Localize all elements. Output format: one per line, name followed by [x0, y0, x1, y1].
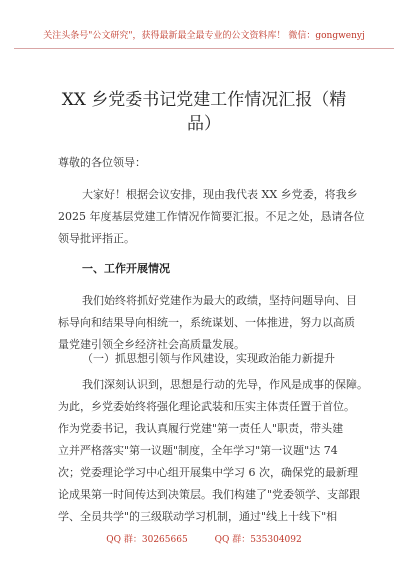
- intro-paragraph: [58, 184, 365, 250]
- document-title: [40, 88, 368, 136]
- title-line-1: XX 乡党委书记党建工作情况汇报（精: [61, 90, 347, 110]
- subsection-heading: （一）抓思想引领与作风建设，实现政治能力新提升: [82, 352, 335, 365]
- paragraph-line: 为此，乡党委始终将强化理论武装和压实主体责任置于首位。: [58, 400, 355, 413]
- paragraph-line: 立并严格落实"第一议题"制度，全年学习"第一议题"达 74: [58, 444, 338, 457]
- paragraph-line: 学、全员共学"的三级联动学习机制，通过"线上十线下"相: [58, 510, 338, 523]
- paragraph-line: 我们始终将抓好党建作为最大的政绩，坚持问题导向、目: [82, 294, 357, 307]
- intro-line: 2025 年度基层党建工作情况作简要汇报。不足之处，恳请各位: [58, 210, 365, 223]
- intro-line: 大家好！根据会议安排，现由我代表 XX 乡党委，将我乡: [82, 188, 358, 201]
- paragraph-line: 标导向和结果导向相统一，系统谋划、一体推进，努力以高质: [58, 316, 355, 329]
- paragraph-line: 量党建引领全乡经济社会高质量发展。: [58, 338, 245, 351]
- title-line-2: 品）: [187, 114, 221, 134]
- paragraph-line: 论成果第一时间传达到决策层。我们构建了"党委领学、支部跟: [58, 488, 361, 501]
- footer-qq-group-2: QQ 群：535304092: [214, 535, 302, 545]
- header-divider: [14, 48, 394, 49]
- paragraph-line: 作为党委书记，我认真履行党建"第一责任人"职责，带头建: [58, 422, 344, 435]
- section-paragraph: [58, 290, 358, 356]
- section-heading: 一、工作开展情况: [82, 262, 170, 275]
- footer-contact: [0, 532, 408, 545]
- footer-qq-group-1: QQ 群：30265665: [106, 535, 188, 545]
- paragraph-line: 我们深刻认识到，思想是行动的先导，作风是成事的保障。: [82, 378, 368, 391]
- paragraph-line: 次；党委理论学习中心组开展集中学习 6 次，确保党的最新理: [58, 466, 358, 479]
- subsection-paragraph: [58, 374, 368, 528]
- header-promo-note: 关注头条号"公文研究"，获得最新最全最专业的公文资料库！ 微信：gongwenyj: [43, 31, 365, 41]
- intro-line: 领导批评指正。: [58, 232, 135, 245]
- salutation: 尊敬的各位领导：: [58, 156, 146, 169]
